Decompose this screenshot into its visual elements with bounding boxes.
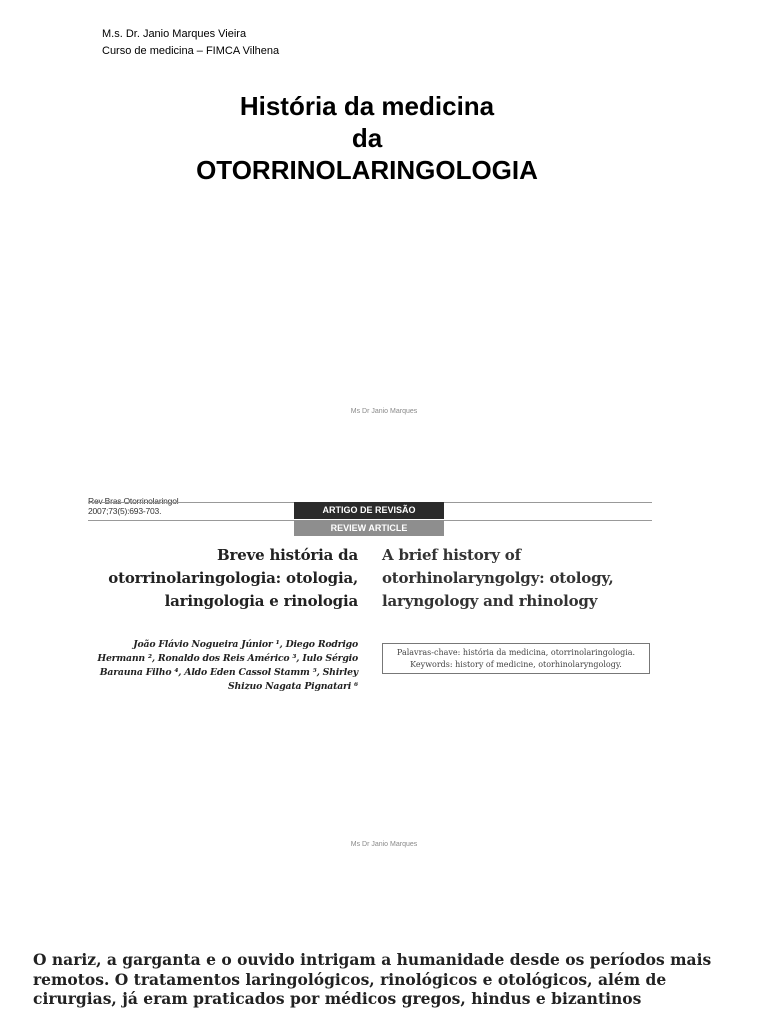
title-line-1: História da medicina	[239, 91, 495, 121]
title-line-3: OTORRINOLARINGOLOGIA	[196, 155, 538, 185]
article-scan	[88, 494, 652, 704]
keywords-box	[382, 643, 650, 674]
journal-name: Rev Bras Otorrinolaringol	[88, 496, 179, 506]
article-title-en: A brief history of otorhinolaryngolgy: otology, laryngology and rhinology	[382, 546, 614, 610]
article-title-pt: Breve história da otorrinolaringologia: otologia, laringologia e rinologia	[108, 546, 358, 610]
body-paragraph: O nariz, a garganta e o ouvido intrigam a humanidade desde os períodos mais remotos. O tratamentos laringológicos, rinológicos e otológicos, além de cirurgias, já eram praticados por médicos gregos, hindus e bizantinos	[33, 950, 712, 1008]
keywords-en: Keywords: history of medicine, otorhinolaryngology.	[410, 660, 622, 669]
slide-footer-mark: Ms Dr Janio Marques	[350, 408, 418, 415]
author-name: M.s. Dr. Janio Marques Vieira	[102, 28, 247, 40]
article-type-badge-pt: ARTIGO DE REVISÃO	[294, 502, 444, 519]
article-type-badge-en: REVIEW ARTICLE	[294, 520, 444, 536]
author-block	[102, 26, 279, 60]
page-title	[0, 90, 734, 186]
course-name: Curso de medicina – FIMCA Vilhena	[102, 45, 280, 57]
article-authors: João Flávio Nogueira Júnior ¹, Diego Rodrigo Hermann ², Ronaldo dos Reis Américo ³, Iulo Sérgio Barauna Filho ⁴, Aldo Eden Cassol Stamm ⁵, Shirley Shizuo Nagata Pignatari ⁶	[97, 639, 358, 692]
slide-footer-mark: Ms Dr Janio Marques	[350, 841, 418, 848]
keywords-pt: Palavras-chave: história da medicina, otorrinolaringologia.	[396, 648, 636, 657]
title-line-2: da	[351, 123, 383, 153]
journal-volume: 2007;73(5):693-703.	[88, 506, 162, 516]
journal-citation	[88, 496, 178, 516]
